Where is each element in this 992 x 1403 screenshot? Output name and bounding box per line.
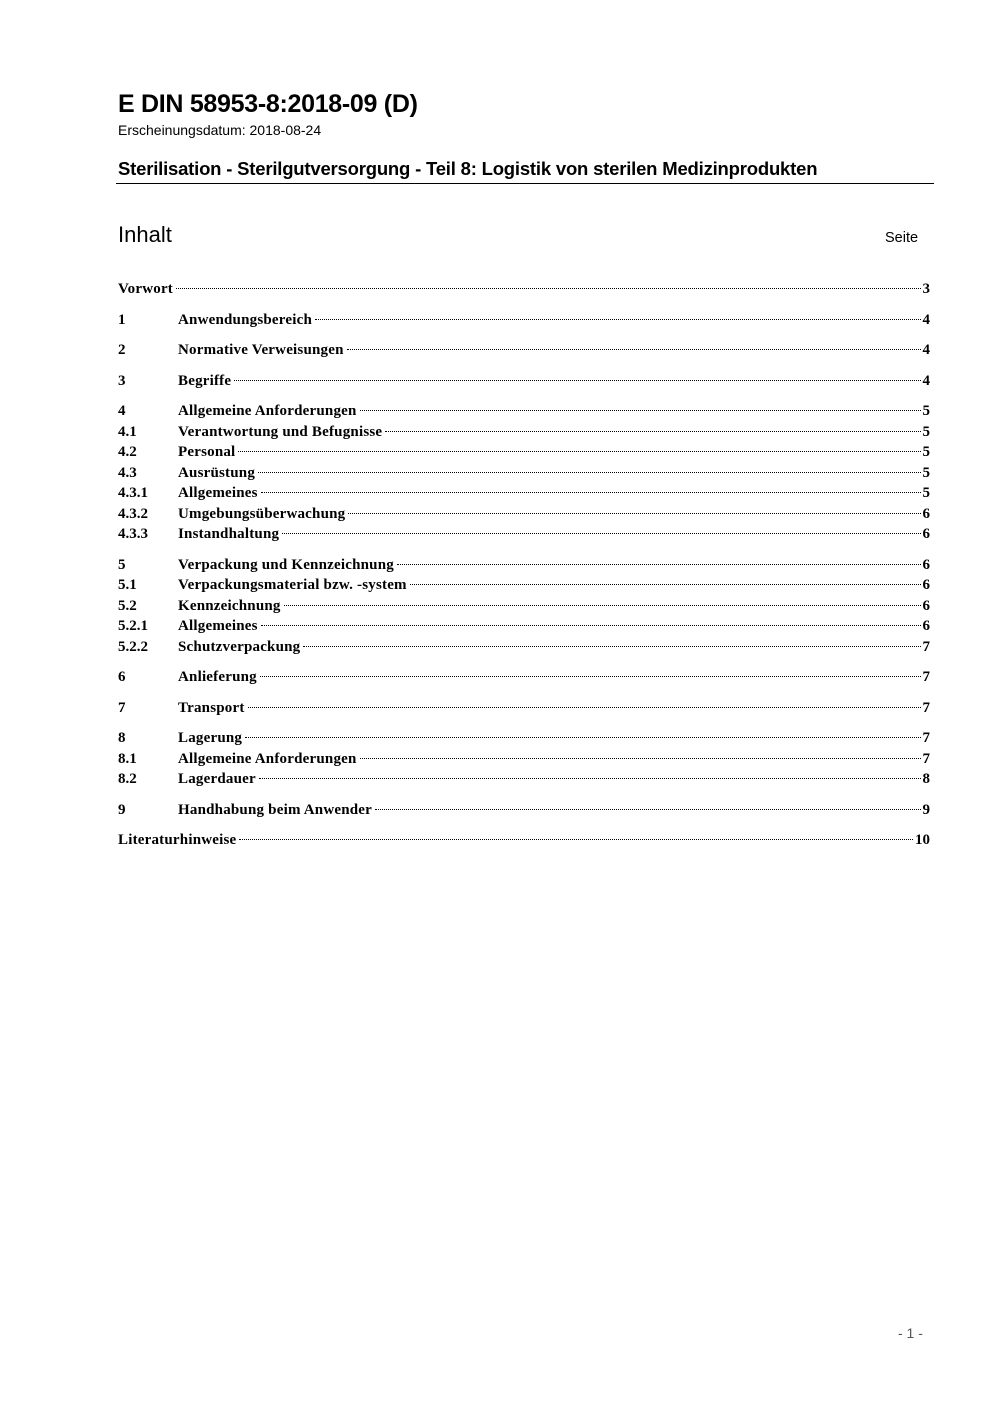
toc-entry-title: Begriffe	[178, 372, 232, 389]
toc-entry-page: 5	[922, 403, 930, 419]
toc-entry-title: Allgemeines	[178, 618, 258, 634]
toc-entry-number: 4.1	[118, 423, 137, 440]
toc-entry-number: 4.3.3	[118, 526, 148, 542]
toc-entry-page: 7	[922, 750, 930, 767]
toc-entry-number: 5.2.1	[118, 618, 148, 634]
toc-entry[interactable]	[118, 616, 930, 637]
toc-entry-number: 5.2.2	[118, 638, 148, 655]
toc-entry-number: 5	[118, 556, 126, 573]
toc-entry[interactable]	[118, 524, 930, 545]
toc-entry-number: 4.3	[118, 464, 137, 481]
toc-entry-number: 8	[118, 730, 126, 746]
toc-leader	[238, 451, 920, 452]
toc-entry[interactable]	[118, 422, 930, 443]
toc-entry-page: 7	[922, 638, 930, 655]
toc-entry-page: 6	[922, 597, 930, 614]
toc-entry-title: Umgebungsüberwachung	[178, 505, 346, 522]
toc-heading: Inhalt	[118, 222, 172, 247]
toc-entry-title: Normative Verweisungen	[178, 342, 344, 358]
toc-entry[interactable]	[118, 830, 930, 851]
toc-entry-title: Handhabung beim Anwender	[178, 801, 373, 818]
toc-entry-page: 4	[922, 342, 930, 358]
toc-entry-title: Anlieferung	[178, 669, 257, 685]
toc-entry-page: 10	[915, 832, 930, 848]
toc-entry-title: Transport	[178, 699, 245, 716]
toc-entry-title: Allgemeine Anforderungen	[178, 750, 357, 767]
toc-entry-page: 5	[922, 464, 930, 481]
toc-entry-page: 6	[922, 577, 930, 593]
toc-leader	[348, 513, 920, 514]
toc-entry[interactable]	[118, 749, 930, 770]
toc-entry-number: 5.1	[118, 577, 137, 593]
toc-entry[interactable]	[118, 596, 930, 617]
title-divider	[116, 183, 934, 184]
toc-entry-number: 2	[118, 342, 126, 358]
toc-entry-title: Lagerdauer	[178, 771, 256, 787]
toc-leader	[282, 533, 920, 534]
toc-entry[interactable]	[118, 340, 930, 361]
publication-date: Erscheinungsdatum: 2018-08-24	[118, 122, 322, 138]
toc-entry[interactable]	[118, 637, 930, 658]
toc-entry-number: 6	[118, 669, 126, 685]
toc-leader	[360, 758, 921, 759]
toc-leader	[303, 646, 920, 647]
toc-entry-number: 4.2	[118, 444, 137, 460]
toc-entry-title: Anwendungsbereich	[178, 311, 312, 328]
toc-entry-number: 5.2	[118, 597, 137, 614]
toc-entry-title: Literaturhinweise	[118, 832, 237, 848]
toc-leader	[239, 839, 913, 840]
toc-entry[interactable]	[118, 279, 930, 300]
toc-leader	[360, 410, 921, 411]
toc-entry[interactable]	[118, 800, 930, 821]
toc-entry-title: Verpackungsmaterial bzw. -system	[178, 577, 407, 593]
toc-entry-number: 3	[118, 372, 126, 389]
toc-entry[interactable]	[118, 728, 930, 749]
toc-leader	[259, 778, 921, 779]
toc-entry-page: 7	[922, 730, 930, 746]
document-title: Sterilisation - Sterilgutversorgung - Teil 8: Logistik von sterilen Medizinprodukten	[118, 158, 818, 179]
toc-entry-page: 5	[922, 444, 930, 460]
toc-entry-page: 4	[922, 372, 930, 389]
toc-entry[interactable]	[118, 698, 930, 719]
toc-entry-title: Ausrüstung	[178, 464, 256, 481]
toc-leader	[234, 380, 920, 381]
toc-entry[interactable]	[118, 371, 930, 392]
toc-entry-title: Kennzeichnung	[178, 597, 281, 614]
toc-entry[interactable]	[118, 401, 930, 422]
toc-entry-number: 4	[118, 403, 126, 419]
toc-entry[interactable]	[118, 667, 930, 688]
toc-entry-title: Vorwort	[118, 281, 173, 297]
toc-leader	[248, 707, 921, 708]
toc-entry[interactable]	[118, 769, 930, 790]
toc-leader	[375, 809, 920, 810]
toc-leader	[397, 564, 921, 565]
toc-entry-page: 8	[922, 771, 930, 787]
toc-entry-page: 7	[922, 669, 930, 685]
toc-entry-title: Verantwortung und Befugnisse	[178, 423, 383, 440]
toc-entry[interactable]	[118, 442, 930, 463]
toc-entry-page: 3	[922, 281, 930, 297]
toc-entry-title: Allgemeine Anforderungen	[178, 403, 357, 419]
toc-entry-title: Allgemeines	[178, 485, 258, 501]
toc-entry-number: 8.2	[118, 771, 137, 787]
toc-entry[interactable]	[118, 463, 930, 484]
page-number: - 1 -	[898, 1325, 923, 1341]
toc-leader	[258, 472, 920, 473]
toc-leader	[176, 288, 921, 289]
document-id: E DIN 58953-8:2018-09 (D)	[118, 90, 418, 118]
toc-entry[interactable]	[118, 310, 930, 331]
toc-leader	[385, 431, 920, 432]
toc-entry-page: 4	[922, 311, 930, 328]
toc-entry-number: 9	[118, 801, 126, 818]
toc-leader	[284, 605, 921, 606]
toc-entry-page: 6	[922, 526, 930, 542]
toc-leader	[315, 319, 921, 320]
toc-entry-page: 5	[922, 485, 930, 501]
toc-entry-page: 9	[922, 801, 930, 818]
toc-leader	[260, 676, 921, 677]
toc-leader	[245, 737, 920, 738]
toc-entry-number: 4.3.2	[118, 505, 148, 522]
toc-leader	[410, 584, 921, 585]
toc-entry[interactable]	[118, 483, 930, 504]
toc-entry-title: Personal	[178, 444, 236, 460]
toc-entry-number: 8.1	[118, 750, 137, 767]
toc-leader	[261, 492, 921, 493]
toc-page-column-label: Seite	[885, 230, 919, 246]
toc-entry-number: 7	[118, 699, 126, 716]
toc-entry-title: Verpackung und Kennzeichnung	[178, 556, 394, 573]
toc-entry[interactable]	[118, 504, 930, 525]
toc-entry-page: 6	[922, 505, 930, 522]
toc-leader	[347, 349, 921, 350]
toc-leader	[261, 625, 921, 626]
toc-entry-page: 7	[922, 699, 930, 716]
toc-entry-page: 6	[922, 556, 930, 573]
toc-entry-number: 1	[118, 311, 126, 328]
toc-entry[interactable]	[118, 555, 930, 576]
toc-entry-page: 5	[922, 423, 930, 440]
toc-entry-title: Instandhaltung	[178, 526, 280, 542]
toc-entry-title: Lagerung	[178, 730, 243, 746]
toc-entry-title: Schutzverpackung	[178, 638, 301, 655]
toc-entry[interactable]	[118, 575, 930, 596]
table-of-contents	[118, 279, 930, 851]
toc-entry-page: 6	[922, 618, 930, 634]
toc-entry-number: 4.3.1	[118, 485, 148, 501]
